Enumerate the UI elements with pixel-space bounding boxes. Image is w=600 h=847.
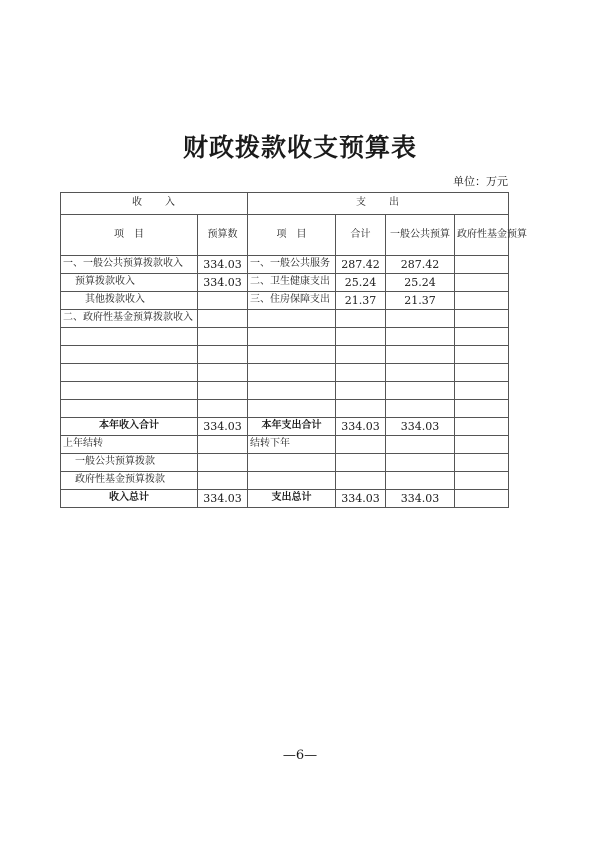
empty-row	[61, 328, 509, 346]
expense-item: 二、卫生健康支出	[248, 274, 336, 292]
income-item: 其他拨款收入	[61, 292, 198, 310]
prev-year-carryover-label: 上年结转	[61, 436, 198, 454]
income-item: 一、一般公共预算拨款收入	[61, 256, 198, 274]
year-expense-total-label: 本年支出合计	[248, 418, 336, 436]
year-expense-total: 334.03	[336, 418, 386, 436]
expense-fund	[455, 292, 509, 310]
expense-grand-total: 334.03	[336, 490, 386, 508]
income-header: 收 入	[61, 193, 248, 215]
gov-fund-carryover-label: 政府性基金预算拨款	[61, 472, 198, 490]
page-number: —6—	[282, 748, 318, 763]
carryover-row	[61, 436, 509, 454]
unit-label: 单位：万元	[453, 175, 508, 188]
empty-row	[61, 346, 509, 364]
table-row	[61, 256, 509, 274]
expense-total	[336, 310, 386, 328]
col-header-general-budget: 一般公共预算	[386, 215, 455, 256]
col-header-budget-amount: 预算数	[198, 215, 248, 256]
year-total-row	[61, 418, 509, 436]
year-expense-general: 334.03	[386, 418, 455, 436]
expense-item: 三、住房保障支出	[248, 292, 336, 310]
expense-fund	[455, 256, 509, 274]
table-row	[61, 274, 509, 292]
carryover-row	[61, 454, 509, 472]
expense-general: 287.42	[386, 256, 455, 274]
grand-total-row	[61, 490, 509, 508]
budget-table	[60, 192, 527, 508]
table-row	[61, 310, 509, 328]
income-amount	[198, 292, 248, 310]
expense-general: 25.24	[386, 274, 455, 292]
income-item: 二、政府性基金预算拨款收入	[61, 310, 198, 328]
expense-grand-general: 334.03	[386, 490, 455, 508]
expense-grand-total-label: 支出总计	[248, 490, 336, 508]
col-header-total: 合计	[336, 215, 386, 256]
expense-grand-fund	[455, 490, 509, 508]
empty-row	[61, 400, 509, 418]
income-amount: 334.03	[198, 256, 248, 274]
income-grand-total-label: 收入总计	[61, 490, 198, 508]
expense-fund	[455, 310, 509, 328]
col-header-gov-fund: 政府性基金预算	[455, 215, 509, 256]
expense-header: 支 出	[248, 193, 509, 215]
year-income-total-label: 本年收入合计	[61, 418, 198, 436]
expense-total: 25.24	[336, 274, 386, 292]
expense-total: 287.42	[336, 256, 386, 274]
carryover-row	[61, 472, 509, 490]
expense-item: 一、一般公共服务	[248, 256, 336, 274]
empty-row	[61, 382, 509, 400]
table-row	[61, 292, 509, 310]
income-grand-total-amount: 334.03	[198, 490, 248, 508]
expense-general	[386, 310, 455, 328]
expense-item	[248, 310, 336, 328]
page-title: 财政拨款收支预算表	[182, 133, 417, 162]
income-amount: 334.03	[198, 274, 248, 292]
next-year-carryover-label: 结转下年	[248, 436, 336, 454]
expense-general: 21.37	[386, 292, 455, 310]
expense-fund	[455, 274, 509, 292]
income-item: 预算拨款收入	[61, 274, 198, 292]
col-header-income-item: 项 目	[61, 215, 198, 256]
expense-total: 21.37	[336, 292, 386, 310]
col-header-expense-item: 项 目	[248, 215, 336, 256]
year-expense-fund	[455, 418, 509, 436]
year-income-total-amount: 334.03	[198, 418, 248, 436]
empty-row	[61, 364, 509, 382]
general-budget-carryover-label: 一般公共预算拨款	[61, 454, 198, 472]
column-header-row	[61, 215, 509, 256]
income-amount	[198, 310, 248, 328]
section-header-row	[61, 193, 509, 215]
